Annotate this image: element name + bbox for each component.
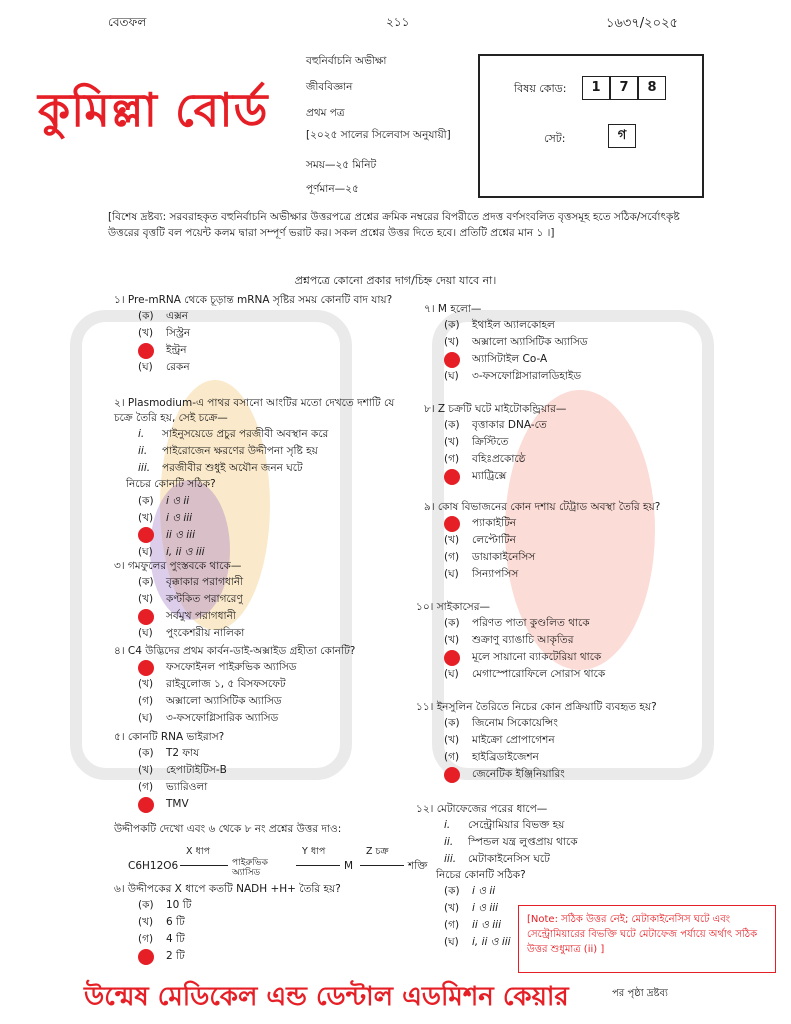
question-stem: ২। Plasmodium-এ পাথর বসানো আংটির মতো দেখতে দশাটি যে চক্রে তৈরি হয়, সেই চক্রে— xyxy=(114,397,395,425)
option-label: (ঘ) xyxy=(444,370,459,383)
question-3 xyxy=(114,559,394,642)
statement-label: iii. xyxy=(138,462,151,475)
option-label: (ক) xyxy=(138,494,154,507)
option xyxy=(444,451,724,468)
option-label: (ঘ) xyxy=(444,668,459,681)
option xyxy=(138,574,394,591)
option-text: এক্সন xyxy=(166,310,188,323)
answer-dot xyxy=(444,469,460,485)
option-label: (ঘ) xyxy=(444,568,459,581)
question-1 xyxy=(114,293,394,376)
exam-type: বহুনির্বাচনি অভীক্ষা xyxy=(306,55,387,67)
option xyxy=(444,883,616,900)
option-text: হেপাটাইটিস-B xyxy=(166,764,227,777)
statement-label: i. xyxy=(138,428,145,441)
option-label: (ক) xyxy=(444,885,460,898)
option-text: i ও ii xyxy=(166,494,190,507)
option-label: (খ) xyxy=(138,593,154,606)
statement-text: স্পিন্ডল যন্ত্র লুপ্তপ্রায় থাকে xyxy=(468,836,578,849)
option-label: (খ) xyxy=(444,634,460,647)
option-correct xyxy=(138,796,394,813)
option xyxy=(444,715,726,732)
option-text: লেপ্টোটিন xyxy=(472,534,516,547)
option-label: (ঘ) xyxy=(444,936,459,949)
option-text: জেনেটিক ইঞ্জিনিয়ারিং xyxy=(472,768,565,781)
option xyxy=(444,666,726,683)
question-stem: ১২। মেটাফেজের পরের ধাপে— xyxy=(416,803,548,815)
option xyxy=(138,779,394,796)
continue-note: পর পৃষ্ঠা দ্রষ্টব্য xyxy=(612,988,668,999)
option-text: ডায়াকাইনেসিস xyxy=(472,551,536,564)
option-text: 4 টি xyxy=(166,933,185,946)
statement-label: i. xyxy=(444,819,451,832)
answer-dot xyxy=(138,609,154,625)
option-text: ii ও iii xyxy=(472,919,501,932)
question-2 xyxy=(114,396,414,561)
set-label: সেট: xyxy=(544,132,566,145)
option-label: (ক) xyxy=(138,899,154,912)
option-label: (গ) xyxy=(138,781,154,794)
option-text: বৃত্তাকার DNA-তে xyxy=(472,419,547,432)
option-text: i, ii ও iii xyxy=(472,936,511,949)
statement-text: পাইরোজেন ক্ষরণের উদ্দীপনা সৃষ্টি হয় xyxy=(162,445,318,458)
pyruvic-acid: পাইরুভিক অ্যাসিড xyxy=(232,858,268,879)
option-text: i ও iii xyxy=(166,511,193,524)
option-text: অক্সালো অ্যাসিটিক অ্যাসিড xyxy=(472,336,588,349)
statement xyxy=(444,851,616,868)
option-text: রেকন xyxy=(166,361,190,374)
option-label: (ঘ) xyxy=(138,545,153,558)
option-label: (গ) xyxy=(444,551,460,564)
page-number: ২১১ xyxy=(386,15,410,29)
option-text: রাইবুলোজ ১, ৫ বিসফসফেট xyxy=(166,678,286,691)
option xyxy=(138,359,394,376)
cycle-z: Z চক্র xyxy=(366,846,389,858)
option-label: (খ) xyxy=(444,734,460,747)
option-text: অক্সালো অ্যাসিটিক অ্যাসিড xyxy=(166,695,282,708)
option-text: ক্রিস্টিতে xyxy=(472,436,509,449)
option-label: (খ) xyxy=(138,678,154,691)
option xyxy=(444,532,734,549)
option-text: মূলে সায়ানো ব্যাকটেরিয়া থাকে xyxy=(472,651,602,664)
board-title: কুমিল্লা বোর্ড xyxy=(38,83,269,137)
exam-syllabus: [২০২৫ সালের সিলেবাস অনুযায়ী] xyxy=(306,129,451,141)
option-label: (ক) xyxy=(444,717,460,730)
question-stem: ৫। কোনটি RNA ভাইরাস? xyxy=(114,731,225,743)
option-label: (খ) xyxy=(444,902,460,915)
option-label: (খ) xyxy=(444,436,460,449)
option-correct xyxy=(444,766,726,783)
option-text: পরিণত পাতা কুণ্ডলিত থাকে xyxy=(472,617,590,630)
question-9 xyxy=(424,500,734,583)
exam-subject: জীববিজ্ঞান xyxy=(306,81,353,93)
question-7 xyxy=(424,302,724,385)
answer-dot xyxy=(138,660,154,676)
option-label: (ক) xyxy=(444,617,460,630)
option xyxy=(444,417,724,434)
option-label: (খ) xyxy=(444,336,460,349)
option-label: (খ) xyxy=(138,327,154,340)
option xyxy=(138,308,394,325)
option xyxy=(444,334,724,351)
subject-code-cells xyxy=(582,76,666,100)
option xyxy=(138,914,414,931)
option-label: (ক) xyxy=(138,747,154,760)
option xyxy=(444,566,734,583)
option xyxy=(138,745,394,762)
option-text: ম্যাট্রিক্সে xyxy=(472,470,507,483)
option-text: অ্যাসিটাইল Co-A xyxy=(472,353,548,366)
answer-dot xyxy=(444,650,460,666)
statement xyxy=(138,460,414,477)
option-text: প্যাকাইটিন xyxy=(472,517,517,530)
option-label: (ঘ) xyxy=(138,361,153,374)
statement-text: সেন্ট্রোমিয়ার বিভক্ত হয় xyxy=(468,819,565,832)
question-stem: ৩। গমফুলের পুংস্তবকে থাকে— xyxy=(114,560,242,572)
option-label: (ক) xyxy=(138,576,154,589)
option-correct xyxy=(444,649,726,666)
option xyxy=(444,317,724,334)
option-text: 2 টি xyxy=(166,950,185,963)
option-correct xyxy=(138,342,394,359)
option-label: (খ) xyxy=(138,764,154,777)
code-box xyxy=(478,54,704,198)
question-4 xyxy=(114,644,414,727)
answer-dot xyxy=(444,767,460,783)
subject-code-label: বিষয় কোড: xyxy=(514,82,567,95)
compound-m: M xyxy=(344,860,354,873)
option-text: হাইব্রিডাইজেশন xyxy=(472,751,539,764)
footer-brand: উন্মেষ মেডিকেল এন্ড ডেন্টাল এডমিশন কেয়ার xyxy=(84,982,569,1012)
question-stem: ৬। উদ্দীপকের X ধাপে কতটি NADH +H+ তৈরি হয়? xyxy=(114,883,341,895)
option-text: ইন্ট্রন xyxy=(166,344,187,357)
exam-time: সময়—২৫ মিনিট xyxy=(306,159,377,171)
exam-paper: প্রথম পত্র xyxy=(306,107,345,119)
option-correct xyxy=(444,351,724,368)
arrow-x xyxy=(180,865,228,866)
question-stem: ৪। C4 উদ্ভিদের প্রথম কার্বন-ডাই-অক্সাইড গ্রহীতা কোনটি? xyxy=(114,645,356,657)
set-code: গ xyxy=(608,124,636,148)
question-stem: ৭। M হলো— xyxy=(424,303,482,315)
question-stem: ১০। সাইকাসের— xyxy=(416,601,490,613)
option-text: ইথাইল অ্যালকোহল xyxy=(472,319,555,332)
answer-dot xyxy=(444,352,460,368)
option xyxy=(138,325,394,342)
instruction-note: [বিশেষ দ্রষ্টব্য: সরবরাহকৃত বহুনির্বাচনি অভীক্ষার উত্তরপত্রে প্রশ্নের ক্রমিক নম্বরের বিপরীতে প্রদত্ত বর্ণসংবলিত বৃত্তসমূহ হতে সঠিক/সর্বোৎকৃষ্ট উত্তরের বৃত্তটি বল পয়েন্ট কলম দ্বারা সম্পূর্ণ ভরাট কর। সকল প্রশ্নের উত্তর দিতে হবে। প্রতিটি প্রশ্নের মান ১ ।] xyxy=(108,211,680,240)
statement-text: পরজীবীর শুধুই অযৌন জনন ঘটে xyxy=(162,462,303,475)
option-text: T2 ফায xyxy=(166,747,200,760)
option-text: ৩-ফসফোগ্লিসারিক অ্যাসিড xyxy=(166,712,279,725)
option-correct xyxy=(444,468,724,485)
option xyxy=(138,510,414,527)
answer-dot xyxy=(138,949,154,965)
option-label: (গ) xyxy=(444,751,460,764)
option-text: TMV xyxy=(166,798,189,811)
option xyxy=(138,762,394,779)
option-text: সিন্যাপসিস xyxy=(472,568,519,581)
option-label: (ক) xyxy=(138,310,154,323)
statement-label: ii. xyxy=(138,445,148,458)
option-text: i, ii ও iii xyxy=(166,545,205,558)
option-label: (খ) xyxy=(138,916,154,929)
option-text: সর্বমুখ পরাগধানী xyxy=(166,610,236,623)
option-text: শুক্রাণু ব্যাঙাচি আকৃতির xyxy=(472,634,574,647)
option-label: (ঘ) xyxy=(138,712,153,725)
answer-dot xyxy=(138,343,154,359)
question-stem: ১। Pre-mRNA থেকে চূড়ান্ত mRNA সৃষ্টির সময় কোনটি বাদ যায়? xyxy=(114,294,393,306)
step-x: X ধাপ xyxy=(186,846,211,858)
reaction-path xyxy=(114,843,428,883)
option-text: বৃক্কাকার পরাগধানী xyxy=(166,576,244,589)
statement xyxy=(444,817,616,834)
option-text: সিস্ট্রন xyxy=(166,327,191,340)
option-text: 10 টি xyxy=(166,899,192,912)
energy: শক্তি xyxy=(408,860,428,873)
option xyxy=(138,693,414,710)
option-label: (খ) xyxy=(444,534,460,547)
option-label: (খ) xyxy=(138,511,154,524)
option-text: মাইক্রো প্রোপাগেশন xyxy=(472,734,555,747)
statement-text: মেটাকাইনেসিস ঘটে xyxy=(468,853,550,866)
option-text: ii ও iii xyxy=(166,528,195,541)
question-8 xyxy=(424,402,724,485)
option-text: 6 টি xyxy=(166,916,185,929)
statement-label: iii. xyxy=(444,853,457,866)
caution-line: প্রশ্নপত্রে কোনো প্রকার দাগ/চিহ্ন দেয়া যাবে না। xyxy=(294,274,497,287)
option xyxy=(138,676,414,693)
subject-code-digit: 7 xyxy=(610,76,638,100)
header-left: বেতফল xyxy=(108,15,147,29)
statement-text: সাইনুসয়েডে প্রচুর পরজীবী অবস্থান করে xyxy=(162,428,329,441)
question-stem: ৮। Z চক্রটি ঘটে মাইটোকন্ড্রিয়ার— xyxy=(424,403,567,415)
option-label: (ঘ) xyxy=(138,627,153,640)
option-text: i ও ii xyxy=(472,885,496,898)
option-label: (গ) xyxy=(138,695,154,708)
option-text: জিনোম সিকোয়েন্সিং xyxy=(472,717,558,730)
arrow-z xyxy=(360,865,404,866)
header-right: ১৬৩৭/২০২৫ xyxy=(606,16,678,31)
option-label: (গ) xyxy=(138,933,154,946)
statement-label: ii. xyxy=(444,836,454,849)
statement xyxy=(138,443,414,460)
option xyxy=(138,931,414,948)
answer-dot xyxy=(444,516,460,532)
option-label: (গ) xyxy=(444,453,460,466)
option xyxy=(444,549,734,566)
option-text: পুংকেশরীয় নালিকা xyxy=(166,627,245,640)
glucose-formula: C6H12O6 xyxy=(128,860,179,873)
option-text: ভ্যারিওলা xyxy=(166,781,208,794)
arrow-y xyxy=(296,865,340,866)
subject-code-digit: 1 xyxy=(582,76,610,100)
option xyxy=(138,493,414,510)
option-label: (গ) xyxy=(444,919,460,932)
option-label: (ক) xyxy=(444,419,460,432)
option-text: ৩-ফসফোগ্লিসারালডিহাইড xyxy=(472,370,582,383)
statement xyxy=(444,834,616,851)
option-label: (ক) xyxy=(444,319,460,332)
answer-note-box: [Note: সঠিক উত্তর নেই; মেটাকাইনেসিস ঘটে এবং সেন্ট্রোমিয়ারের বিভক্তি ঘটে মেটাফেজ পর্যায়ে অর্থাৎ সঠিক উত্তর শুধুমাত্র (ii) ] xyxy=(518,905,776,973)
option xyxy=(138,897,414,914)
option-text: i ও iii xyxy=(472,902,499,915)
option-correct xyxy=(138,608,394,625)
exam-marks: পূর্ণমান—২৫ xyxy=(306,183,359,195)
question-6 xyxy=(114,882,414,965)
option xyxy=(444,749,726,766)
option xyxy=(138,591,394,608)
option-correct xyxy=(138,948,414,965)
option-text: কণ্টকিত পরাগরেণু xyxy=(166,593,243,606)
stimulus xyxy=(114,822,428,883)
option xyxy=(444,732,726,749)
option xyxy=(444,632,726,649)
subject-code-digit: 8 xyxy=(638,76,666,100)
option-correct xyxy=(138,527,414,544)
option-correct xyxy=(138,659,414,676)
stimulus-text: উদ্দীপকটি দেখো এবং ৬ থেকে ৮ নং প্রশ্নের উত্তর দাও: xyxy=(114,823,342,835)
option xyxy=(138,625,394,642)
option-text: মেগাস্পোরোফিলে সোরাস থাকে xyxy=(472,668,606,681)
option-correct xyxy=(444,515,734,532)
question-ask: নিচের কোনটি সঠিক? xyxy=(436,869,526,882)
option-text: ফসফোইনল পাইরুভিক অ্যাসিড xyxy=(166,661,297,674)
answer-dot xyxy=(138,527,154,543)
question-stem: ৯। কোষ বিভাজনের কোন দশায় টেট্রাড অবস্থা তৈরি হয়? xyxy=(424,501,661,513)
option xyxy=(444,615,726,632)
option xyxy=(444,434,724,451)
question-ask: নিচের কোনটি সঠিক? xyxy=(126,478,216,491)
set-cell-wrap xyxy=(608,124,636,148)
step-y: Y ধাপ xyxy=(302,846,326,858)
option xyxy=(444,368,724,385)
question-11 xyxy=(416,700,726,783)
question-stem: ১১। ইনসুলিন তৈরিতে নিচের কোন প্রক্রিয়াটি ব্যবহৃত হয়? xyxy=(416,701,657,713)
question-10 xyxy=(416,600,726,683)
answer-dot xyxy=(138,797,154,813)
option-text: বহিঃপ্রকোষ্ঠে xyxy=(472,453,526,466)
option xyxy=(138,710,414,727)
statement xyxy=(138,426,414,443)
question-5 xyxy=(114,730,394,813)
